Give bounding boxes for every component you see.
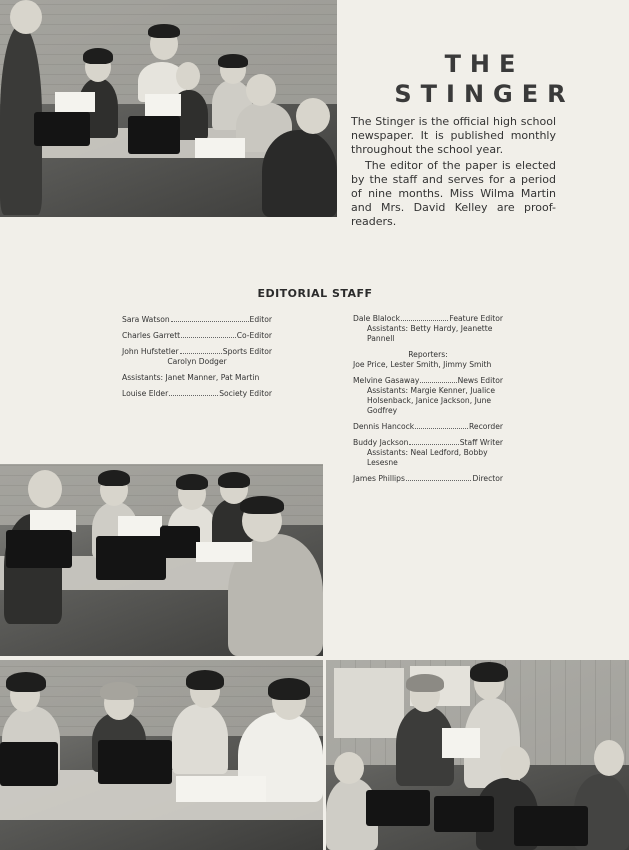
staff-role: Staff Writer (459, 438, 503, 447)
staff-entry (122, 347, 272, 357)
reporters-label: Reporters: (408, 350, 448, 359)
staff-entry (353, 376, 503, 386)
intro-text (351, 115, 556, 231)
staff-list-right (353, 314, 503, 490)
staff-role: Recorder (468, 422, 503, 431)
staff-entry (353, 314, 503, 324)
staff-role: News Editor (457, 376, 503, 385)
editorial-staff-heading: EDITORIAL STAFF (257, 287, 373, 300)
staff-name: Buddy Jackson (353, 438, 409, 447)
intro-paragraph: The Stinger is the official high school newspaper. It is published monthly throughout the school year. (351, 115, 556, 156)
staff-name: Louise Elder (122, 389, 169, 398)
staff-assistants: Assistants: Janet Manner, Pat Martin (122, 373, 260, 382)
staff-name: Dennis Hancock (353, 422, 415, 431)
intro-paragraph: The editor of the paper is elected by the staff and serves for a period of nine months. Miss Wilma Martin and Mrs. David Kelley are proof-readers. (351, 159, 556, 228)
staff-name: James Phillips (353, 474, 405, 483)
page-title-line1: THE (444, 50, 525, 78)
staff-list-left (122, 315, 272, 405)
staff-entry (353, 438, 503, 448)
staff-role: Sports Editor (222, 347, 272, 356)
staff-assistants: Assistants: Neal Ledford, Bobby Lesesne (367, 448, 488, 467)
staff-name: Charles Garrett (122, 331, 181, 340)
staff-entry (122, 389, 272, 399)
photo-bulletin-board (326, 660, 629, 850)
staff-role: Feature Editor (449, 314, 503, 323)
photo-staff-typing-middle (0, 464, 323, 656)
staff-assistants: Assistants: Margie Kenner, Jualice Holsenback, Janice Jackson, June Godfrey (367, 386, 496, 415)
staff-name: Dale Blalock (353, 314, 400, 323)
reporters-names: Joe Price, Lester Smith, Jimmy Smith (353, 360, 492, 369)
page-title-line2: STINGER (394, 80, 575, 108)
staff-name: Sara Watson (122, 315, 170, 324)
photo-girls-typing (0, 660, 323, 850)
photo-staff-typing-top (0, 0, 337, 217)
staff-role: Society Editor (219, 389, 272, 398)
staff-name: Carolyn Dodger (167, 357, 227, 366)
staff-entry (122, 331, 272, 341)
staff-role: Editor (249, 315, 272, 324)
staff-role: Director (472, 474, 503, 483)
staff-entry (353, 474, 503, 484)
staff-entry (353, 422, 503, 432)
staff-name: John Hufstetler (122, 347, 179, 356)
staff-entry (122, 315, 272, 325)
staff-role: Co-Editor (236, 331, 272, 340)
staff-name: Melvine Gasaway (353, 376, 420, 385)
staff-assistants: Assistants: Betty Hardy, Jeanette Pannell (367, 324, 493, 343)
